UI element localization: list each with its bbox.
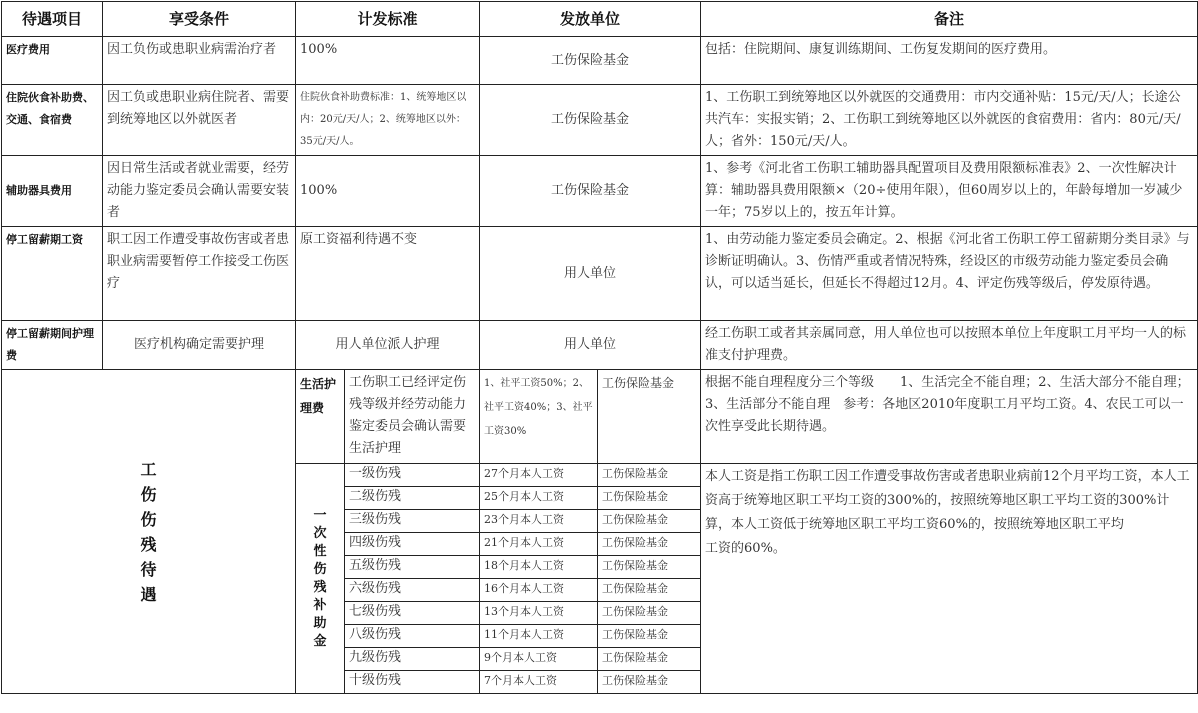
payer-cell: 工伤保险基金 <box>480 156 701 227</box>
payer-cell: 用人单位 <box>480 321 701 370</box>
months-cell: 25个月本人工资 <box>480 487 598 510</box>
payer-cell: 工伤保险基金 <box>598 510 701 533</box>
months-cell: 11个月本人工资 <box>480 625 598 648</box>
item-cell: 停工留薪期工资 <box>2 227 103 321</box>
payer-cell: 工伤保险基金 <box>598 487 701 510</box>
grade-cell: 一级伤残 <box>345 464 480 487</box>
header-item: 待遇项目 <box>2 2 103 37</box>
item-cell: 停工留薪期间护理费 <box>2 321 103 370</box>
standard-cell: 100% <box>296 37 480 85</box>
note-cell: 1、由劳动能力鉴定委员会确定。2、根据《河北省工伤职工停工留薪期分类目录》与诊断证明确认。3、伤情严重或者情况特殊，经设区的市级劳动能力鉴定委员会确认，可以适当延长，但延长不得超过12月。4、评定伤残等级后，停发原待遇。 <box>701 227 1198 321</box>
condition-cell: 医疗机构确定需要护理 <box>103 321 296 370</box>
grade-cell: 五级伤残 <box>345 556 480 579</box>
care-label: 生活护理费 <box>296 370 345 464</box>
header-row <box>2 2 1198 37</box>
grade-cell: 七级伤残 <box>345 602 480 625</box>
grade-cell: 六级伤残 <box>345 579 480 602</box>
grade-cell: 八级伤残 <box>345 625 480 648</box>
benefits-table <box>1 1 1198 694</box>
grade-cell: 十级伤残 <box>345 671 480 694</box>
payer-cell: 工伤保险基金 <box>598 671 701 694</box>
payer-cell: 工伤保险基金 <box>598 602 701 625</box>
care-condition: 工伤职工已经评定伤残等级并经劳动能力鉴定委员会确认需要生活护理 <box>345 370 480 464</box>
note-cell: 1、工伤职工到统筹地区以外就医的交通费用：市内交通补贴：15元/天/人；长途公共汽车：实报实销；2、工伤职工到统筹地区以外就医的食宿费用：省内：80元/天/人；省外：150元/天/人。 <box>701 85 1198 156</box>
table-row <box>2 85 1198 156</box>
care-row <box>2 370 1198 464</box>
months-cell: 27个月本人工资 <box>480 464 598 487</box>
condition-cell: 因工负或患职业病住院者、需要到统筹地区以外就医者 <box>103 85 296 156</box>
header-condition: 享受条件 <box>103 2 296 37</box>
condition-cell: 职工因工作遭受事故伤害或者患职业病需要暂停工作接受工伤医疗 <box>103 227 296 321</box>
header-payer: 发放单位 <box>480 2 701 37</box>
note-cell: 包括：住院期间、康复训练期间、工伤复发期间的医疗费用。 <box>701 37 1198 85</box>
months-cell: 21个月本人工资 <box>480 533 598 556</box>
months-cell: 13个月本人工资 <box>480 602 598 625</box>
payer-cell: 工伤保险基金 <box>480 85 701 156</box>
lump-label <box>296 464 345 694</box>
standard-cell: 用人单位派人护理 <box>296 321 480 370</box>
disability-title <box>2 370 296 694</box>
lump-note-tail: 工资的60%。 <box>705 541 786 556</box>
lump-note <box>701 464 1198 694</box>
note-cell: 经工伤职工或者其亲属同意，用人单位也可以按照本单位上年度职工月平均一人的标准支付护理费。 <box>701 321 1198 370</box>
care-note: 根据不能自理程度分三个等级 1、生活完全不能自理；2、生活大部分不能自理；3、生活部分不能自理 参考：各地区2010年度职工月平均工资。4、农民工可以一次性享受此长期待遇。 <box>701 370 1198 464</box>
lump-note-text: 本人工资是指工伤职工因工作遭受事故伤害或者患职业病前12个月平均工资，本人工资高于统筹地区职工平均工资的300%的，按照统筹地区职工平均工资的300%计算，本人工资低于统筹地区职工平均工资60%的，按照统筹地区职工平均 <box>705 469 1190 532</box>
lump-label-text: 一次性伤残补助金 <box>313 507 327 649</box>
header-standard: 计发标准 <box>296 2 480 37</box>
item-cell: 辅助器具费用 <box>2 156 103 227</box>
payer-cell: 工伤保险基金 <box>598 556 701 579</box>
item-cell: 住院伙食补助费、交通、食宿费 <box>2 85 103 156</box>
condition-cell: 因工负伤或患职业病需治疗者 <box>103 37 296 85</box>
months-cell: 18个月本人工资 <box>480 556 598 579</box>
note-cell: 1、参考《河北省工伤职工辅助器具配置项目及费用限额标准表》2、一次性解决计算：辅助器具费用限额×（20÷使用年限），但60周岁以上的，年龄每增加一岁减少一年；75岁以上的，按五年计算。 <box>701 156 1198 227</box>
months-cell: 9个月本人工资 <box>480 648 598 671</box>
grade-cell: 二级伤残 <box>345 487 480 510</box>
condition-cell: 因日常生活或者就业需要，经劳动能力鉴定委员会确认需要安装者 <box>103 156 296 227</box>
care-payer: 工伤保险基金 <box>598 370 701 464</box>
grade-cell: 三级伤残 <box>345 510 480 533</box>
payer-cell: 工伤保险基金 <box>598 533 701 556</box>
table-row <box>2 156 1198 227</box>
disability-title-text: 工伤伤残待遇 <box>140 459 157 604</box>
payer-cell: 工伤保险基金 <box>598 625 701 648</box>
table-row <box>2 37 1198 85</box>
grade-cell: 九级伤残 <box>345 648 480 671</box>
header-note: 备注 <box>701 2 1198 37</box>
months-cell: 23个月本人工资 <box>480 510 598 533</box>
payer-cell: 工伤保险基金 <box>598 648 701 671</box>
standard-cell: 住院伙食补助费标准：1、统筹地区以内：20元/天/人；2、统筹地区以外：35元/天/人。 <box>296 85 480 156</box>
payer-cell: 工伤保险基金 <box>598 579 701 602</box>
payer-cell: 用人单位 <box>480 227 701 321</box>
table-row <box>2 321 1198 370</box>
payer-cell: 工伤保险基金 <box>480 37 701 85</box>
months-cell: 16个月本人工资 <box>480 579 598 602</box>
table-row <box>2 227 1198 321</box>
months-cell: 7个月本人工资 <box>480 671 598 694</box>
care-standard: 1、社平工资50%；2、社平工资40%；3、社平工资30% <box>480 370 598 464</box>
grade-cell: 四级伤残 <box>345 533 480 556</box>
item-cell: 医疗费用 <box>2 37 103 85</box>
standard-cell: 100% <box>296 156 480 227</box>
payer-cell: 工伤保险基金 <box>598 464 701 487</box>
standard-cell: 原工资福利待遇不变 <box>296 227 480 321</box>
